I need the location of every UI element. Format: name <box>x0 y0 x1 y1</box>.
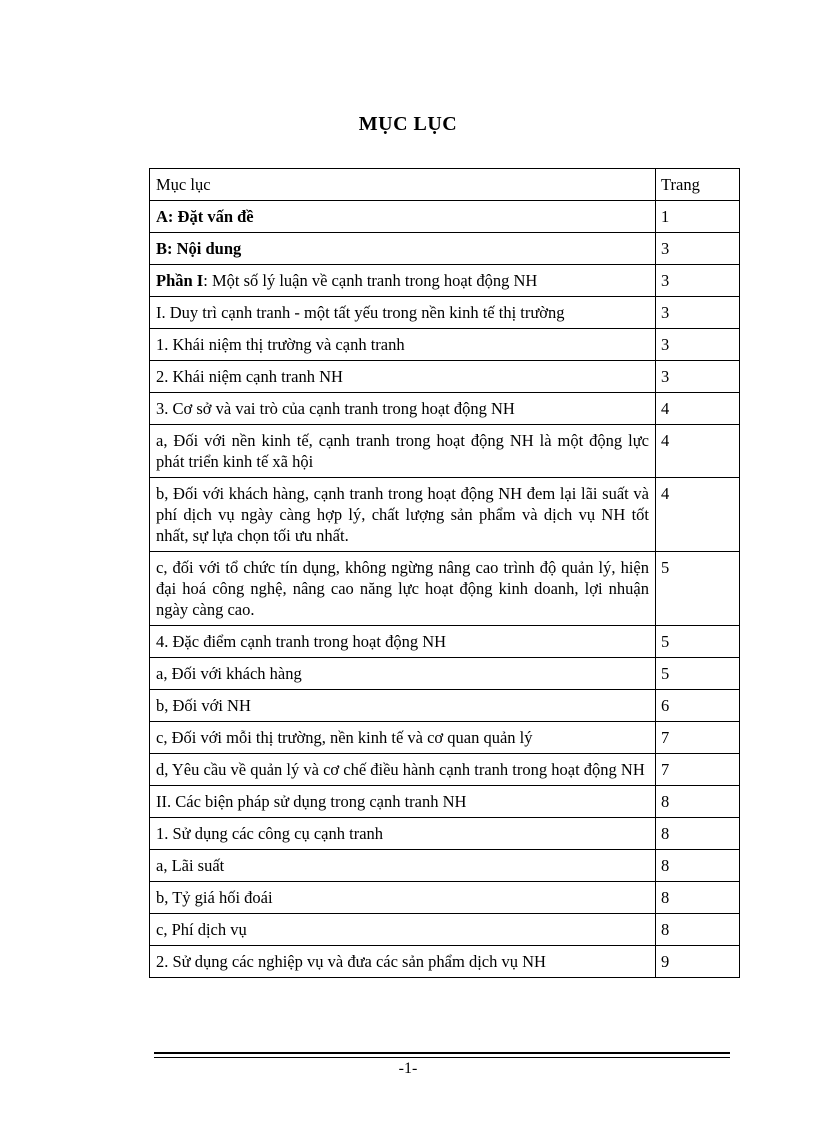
entry-title <box>150 201 656 233</box>
entry-page: 9 <box>656 946 740 978</box>
table-row <box>150 946 740 978</box>
table-row <box>150 658 740 690</box>
entry-page: 3 <box>656 361 740 393</box>
entry-label: a, Đối với nền kinh tế, cạnh tranh trong hoạt động NH là một động lực phát triển kinh tế xã hội <box>156 431 649 471</box>
table-row <box>150 552 740 626</box>
entry-page: 7 <box>656 754 740 786</box>
entry-label: II. Các biện pháp sử dụng trong cạnh tranh NH <box>156 792 467 811</box>
entry-label: b, Tỷ giá hối đoái <box>156 888 273 907</box>
header-section-cell: Mục lục <box>150 169 656 201</box>
entry-bold-label: B: Nội dung <box>156 239 242 258</box>
entry-page: 5 <box>656 552 740 626</box>
footer-divider <box>154 1052 730 1054</box>
table-row <box>150 201 740 233</box>
entry-label: 1. Khái niệm thị trường và cạnh tranh <box>156 335 405 354</box>
entry-title <box>150 658 656 690</box>
entry-title <box>150 914 656 946</box>
entry-bold-label: A: Đặt vấn đề <box>156 207 254 226</box>
entry-label: a, Đối với khách hàng <box>156 664 302 683</box>
entry-page: 7 <box>656 722 740 754</box>
entry-title <box>150 329 656 361</box>
entry-label: a, Lãi suất <box>156 856 225 875</box>
table-row <box>150 690 740 722</box>
table-row <box>150 754 740 786</box>
entry-label: b, Đối với NH <box>156 696 251 715</box>
entry-title <box>150 233 656 265</box>
entry-title <box>150 626 656 658</box>
entry-page: 8 <box>656 882 740 914</box>
table-row <box>150 478 740 552</box>
entry-title <box>150 754 656 786</box>
entry-label: b, Đối với khách hàng, cạnh tranh trong hoạt động NH đem lại lãi suất và phí dịch vụ ngày càng hợp lý, chất lượng sản phẩm và dịch vụ NH tốt nhất, sự lựa chọn tối ưu nhất. <box>156 484 649 545</box>
entry-title <box>150 946 656 978</box>
footer-divider-thin <box>154 1057 730 1058</box>
entry-label: 1. Sử dụng các công cụ cạnh tranh <box>156 824 384 843</box>
entry-label: : Một số lý luận về cạnh tranh trong hoạt động NH <box>203 271 538 290</box>
entry-page: 8 <box>656 818 740 850</box>
entry-bold-label: Phần I <box>156 271 204 290</box>
entry-title <box>150 882 656 914</box>
table-of-contents <box>149 168 740 978</box>
table-row <box>150 914 740 946</box>
table-row <box>150 722 740 754</box>
entry-page: 4 <box>656 425 740 478</box>
table-row <box>150 818 740 850</box>
entry-page: 3 <box>656 265 740 297</box>
table-row <box>150 786 740 818</box>
table-row <box>150 626 740 658</box>
entry-page: 3 <box>656 297 740 329</box>
table-row <box>150 361 740 393</box>
entry-label: 2. Khái niệm cạnh tranh NH <box>156 367 343 386</box>
table-row <box>150 329 740 361</box>
entry-title <box>150 786 656 818</box>
entry-title <box>150 297 656 329</box>
entry-title <box>150 393 656 425</box>
entry-page: 8 <box>656 850 740 882</box>
entry-title <box>150 478 656 552</box>
entry-title <box>150 818 656 850</box>
table-row <box>150 297 740 329</box>
entry-title <box>150 722 656 754</box>
table-header-row <box>150 169 740 201</box>
entry-label: I. Duy trì cạnh tranh - một tất yếu trong nền kinh tế thị trường <box>156 303 565 322</box>
header-page-cell: Trang <box>656 169 740 201</box>
entry-label: c, Phí dịch vụ <box>156 920 247 939</box>
entry-label: 3. Cơ sở và vai trò của cạnh tranh trong hoạt động NH <box>156 399 515 418</box>
document-title: MỤC LỤC <box>358 113 458 135</box>
entry-label: 4. Đặc điểm cạnh tranh trong hoạt động NH <box>156 632 447 651</box>
table-row <box>150 850 740 882</box>
entry-title <box>150 425 656 478</box>
entry-page: 5 <box>656 626 740 658</box>
entry-title <box>150 690 656 722</box>
entry-label: c, Đối với mỗi thị trường, nền kinh tế và cơ quan quản lý <box>156 728 533 747</box>
table-row <box>150 265 740 297</box>
entry-page: 5 <box>656 658 740 690</box>
table-row <box>150 393 740 425</box>
entry-title <box>150 361 656 393</box>
entry-page: 3 <box>656 329 740 361</box>
entry-title <box>150 265 656 297</box>
entry-page: 1 <box>656 201 740 233</box>
entry-title <box>150 552 656 626</box>
entry-label: c, đối với tổ chức tín dụng, không ngừng nâng cao trình độ quản lý, hiện đại hoá công nghệ, nâng cao năng lực hoạt động kinh doanh, lợi nhuận ngày càng cao. <box>156 558 649 619</box>
entry-page: 4 <box>656 478 740 552</box>
table-row <box>150 425 740 478</box>
page-number: -1- <box>398 1060 418 1077</box>
entry-page: 4 <box>656 393 740 425</box>
entry-title <box>150 850 656 882</box>
table-row <box>150 882 740 914</box>
entry-page: 8 <box>656 786 740 818</box>
entry-page: 8 <box>656 914 740 946</box>
entry-page: 3 <box>656 233 740 265</box>
entry-label: d, Yêu cầu về quản lý và cơ chế điều hành cạnh tranh trong hoạt động NH <box>156 760 645 779</box>
entry-page: 6 <box>656 690 740 722</box>
entry-label: 2. Sử dụng các nghiệp vụ và đưa các sản phẩm dịch vụ NH <box>156 952 546 971</box>
table-row <box>150 233 740 265</box>
